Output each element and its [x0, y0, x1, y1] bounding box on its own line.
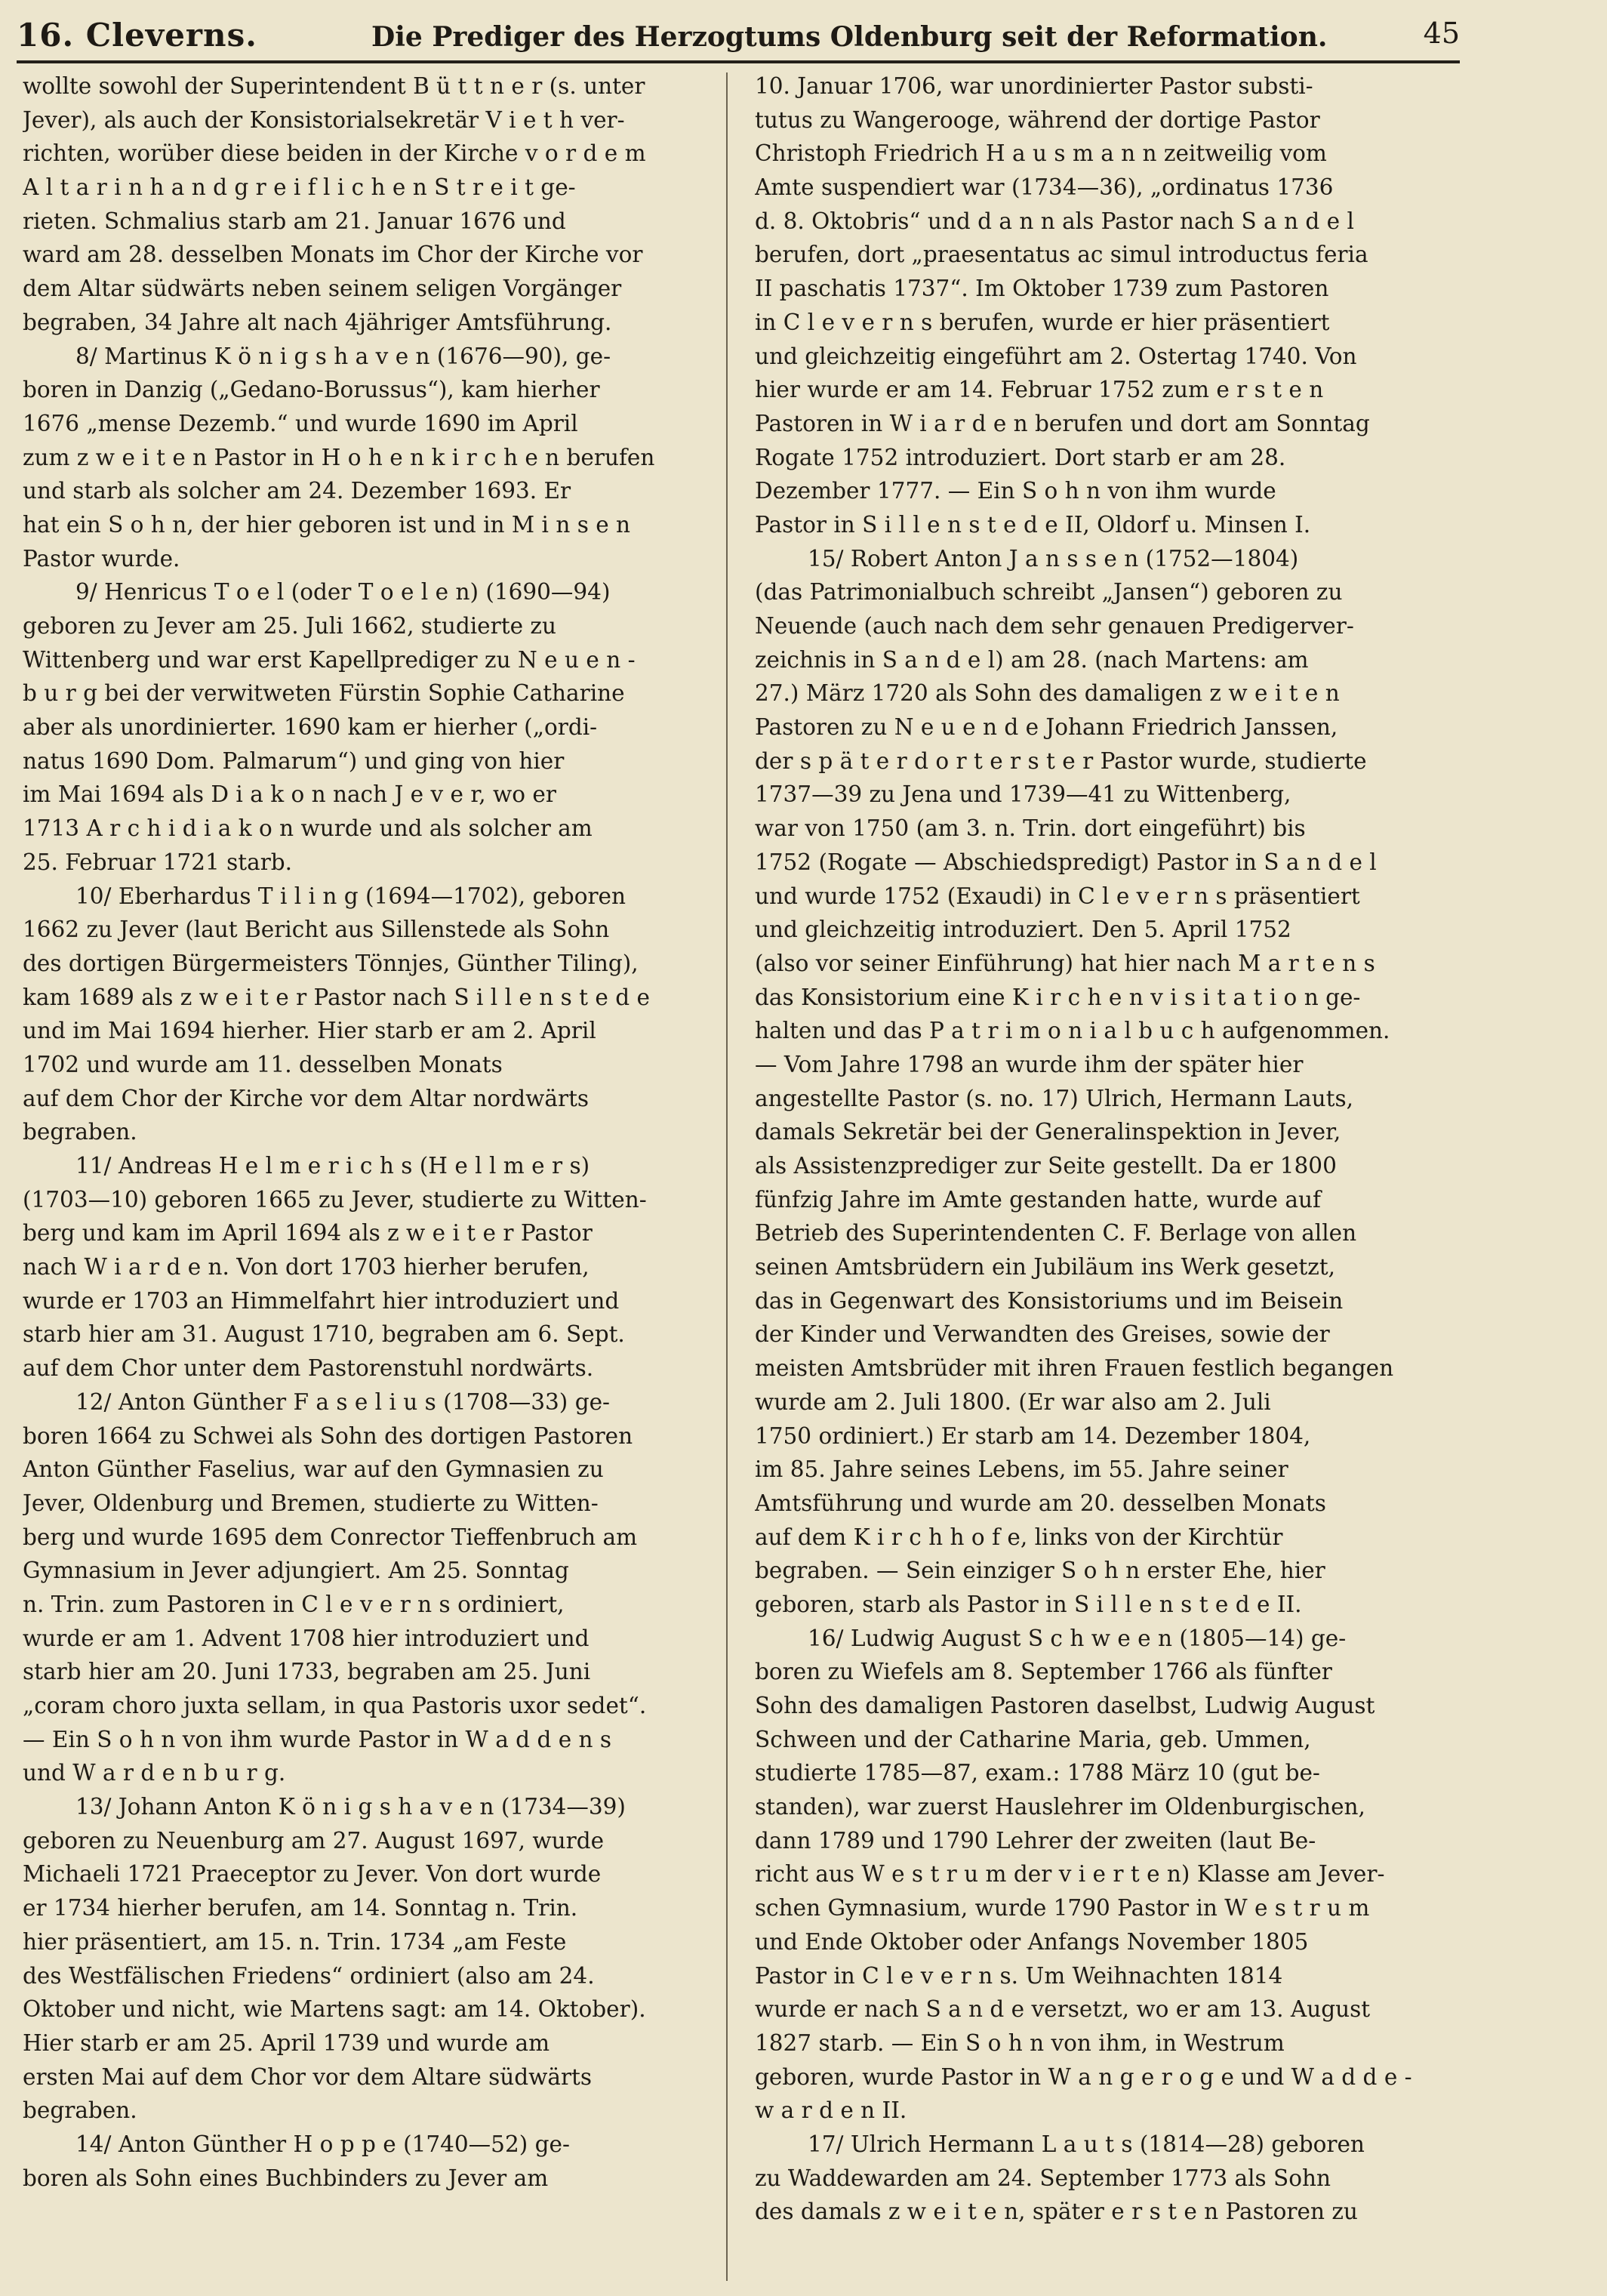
text-line: auf dem K i r c h h o f e, links von der Kirchtür	[755, 1524, 1283, 1550]
text-line: (1703—10) geboren 1665 zu Jever, studierte zu Witten-	[23, 1186, 647, 1213]
text-line: Christoph Friedrich H a u s m a n n zeitweilig vom	[755, 140, 1327, 167]
text-line: 11/ Andreas H e l m e r i c h s (H e l l m e r s)	[75, 1153, 590, 1179]
text-line: und W a r d e n b u r g.	[23, 1760, 286, 1786]
text-line: begraben.	[23, 2097, 137, 2124]
text-line: wurde er 1703 an Himmelfahrt hier introduziert und	[23, 1287, 620, 1314]
text-line: standen), war zuerst Hauslehrer im Oldenburgischen,	[755, 1794, 1365, 1820]
text-line: und gleichzeitig eingeführt am 2. Ostertag 1740. Von	[755, 343, 1357, 369]
text-line: A l t a r i n h a n d g r e i f l i c h e n S t r e i t ge-	[23, 174, 576, 201]
text-line: w a r d e n II.	[755, 2097, 907, 2124]
text-line: zum z w e i t e n Pastor in H o h e n k i r c h e n berufen	[23, 444, 655, 470]
text-line: Amtsführung und wurde am 20. desselben Monats	[755, 1490, 1326, 1516]
text-line: tutus zu Wangerooge, während der dortige Pastor	[755, 106, 1320, 133]
text-line: 15/ Robert Anton J a n s s e n (1752—1804)	[808, 545, 1299, 572]
text-line: der s p ä t e r d o r t e r s t e r Pastor wurde, studierte	[755, 747, 1367, 774]
text-line: kam 1689 als z w e i t e r Pastor nach S i l l e n s t e d e	[23, 984, 650, 1010]
text-line: Dezember 1777. — Ein S o h n von ihm wurde	[755, 478, 1276, 504]
text-line: (also vor seiner Einführung) hat hier nach M a r t e n s	[755, 950, 1375, 976]
text-line: Neuende (auch nach dem sehr genauen Predigerver-	[755, 613, 1354, 639]
text-line: des Westfälischen Friedens“ ordiniert (also am 24.	[23, 1962, 595, 1989]
text-line: hier präsentiert, am 15. n. Trin. 1734 „am Feste	[23, 1928, 567, 1955]
text-line: geboren zu Jever am 25. Juli 1662, studierte zu	[23, 613, 556, 639]
text-line: und gleichzeitig introduziert. Den 5. April 1752	[755, 917, 1291, 943]
text-line: Gymnasium in Jever adjungiert. Am 25. Sonntag	[23, 1558, 569, 1584]
text-line: Oktober und nicht, wie Martens sagt: am 14. Oktober).	[23, 1996, 646, 2023]
text-line: in C l e v e r n s berufen, wurde er hier präsentiert	[755, 309, 1330, 335]
text-line: halten und das P a t r i m o n i a l b u c h aufgenommen.	[755, 1018, 1390, 1044]
text-line: Pastor in S i l l e n s t e d e II, Oldorf u. Minsen I.	[755, 511, 1311, 538]
text-line: wurde er nach S a n d e versetzt, wo er am 13. August	[755, 1996, 1371, 2023]
text-line: und im Mai 1694 hierher. Hier starb er am 2. April	[23, 1018, 596, 1044]
text-line: aber als unordinierter. 1690 kam er hierher („ordi-	[23, 714, 598, 741]
header-rule	[17, 60, 1460, 63]
text-line: 1737—39 zu Jena und 1739—41 zu Wittenberg,	[755, 781, 1291, 808]
text-line: Rogate 1752 introduziert. Dort starb er am 28.	[755, 444, 1286, 470]
text-line: Pastoren in W i a r d e n berufen und dort am Sonntag	[755, 410, 1370, 436]
page-header	[17, 14, 1460, 62]
text-line: geboren, wurde Pastor in W a n g e r o g e und W a d d e -	[755, 2063, 1412, 2090]
text-line: begraben, 34 Jahre alt nach 4jähriger Amtsführung.	[23, 309, 612, 335]
text-line: berg und kam im April 1694 als z w e i t e r Pastor	[23, 1220, 593, 1247]
text-line: er 1734 hierher berufen, am 14. Sonntag n. Trin.	[23, 1895, 578, 1922]
text-line: 27.) März 1720 als Sohn des damaligen z w e i t e n	[755, 680, 1340, 707]
text-line: boren 1664 zu Schwei als Sohn des dortigen Pastoren	[23, 1422, 633, 1449]
text-line: Pastor wurde.	[23, 545, 180, 572]
text-line: (das Patrimonialbuch schreibt „Jansen“) geboren zu	[755, 579, 1343, 606]
text-line: 1676 „mense Dezemb.“ und wurde 1690 im April	[23, 410, 578, 436]
text-line: b u r g bei der verwitweten Fürstin Sophie Catharine	[23, 680, 625, 707]
section-heading: 16. Cleverns.	[17, 17, 257, 54]
text-line: ersten Mai auf dem Chor vor dem Altare südwärts	[23, 2063, 593, 2090]
text-line: 1662 zu Jever (laut Bericht aus Sillenstede als Sohn	[23, 917, 610, 943]
text-line: 17/ Ulrich Hermann L a u t s (1814—28) geboren	[808, 2131, 1365, 2157]
text-line: wollte sowohl der Superintendent B ü t t n e r (s. unter	[23, 73, 645, 99]
text-line: begraben. — Sein einziger S o h n erster Ehe, hier	[755, 1558, 1325, 1584]
text-line: zeichnis in S a n d e l) am 28. (nach Martens: am	[755, 646, 1309, 673]
text-line: starb hier am 31. August 1710, begraben am 6. Sept.	[23, 1321, 625, 1348]
text-line: 1713 A r c h i d i a k o n wurde und als solcher am	[23, 815, 593, 842]
text-line: ward am 28. desselben Monats im Chor der Kirche vor	[23, 242, 643, 268]
text-line: 1750 ordiniert.) Er starb am 14. Dezember 1804,	[755, 1422, 1311, 1449]
text-line: 1752 (Rogate — Abschiedspredigt) Pastor in S a n d e l	[755, 849, 1377, 875]
right-column	[755, 69, 1449, 2278]
text-line: geboren zu Neuenburg am 27. August 1697, wurde	[23, 1827, 605, 1854]
text-line: dann 1789 und 1790 Lehrer der zweiten (laut Be-	[755, 1827, 1316, 1854]
text-line: Pastoren zu N e u e n d e Johann Friedrich Janssen,	[755, 714, 1338, 741]
page-number: 45	[1423, 17, 1460, 50]
text-line: und wurde 1752 (Exaudi) in C l e v e r n s präsentiert	[755, 883, 1360, 909]
text-line: begraben.	[23, 1119, 137, 1145]
text-line: nach W i a r d e n. Von dort 1703 hierher berufen,	[23, 1254, 590, 1281]
text-line: berg und wurde 1695 dem Conrector Tieffenbruch am	[23, 1524, 638, 1550]
text-line: und starb als solcher am 24. Dezember 1693. Er	[23, 478, 571, 504]
text-line: 14/ Anton Günther H o p p e (1740—52) ge-	[75, 2131, 570, 2157]
text-line: auf dem Chor der Kirche vor dem Altar nordwärts	[23, 1085, 590, 1111]
text-line: Sohn des damaligen Pastoren daselbst, Ludwig August	[755, 1693, 1375, 1718]
text-line: boren als Sohn eines Buchbinders zu Jever am	[23, 2165, 549, 2191]
text-line: wurde am 2. Juli 1800. (Er war also am 2. Juli	[755, 1388, 1271, 1415]
text-line: Anton Günther Faselius, war auf den Gymnasien zu	[23, 1456, 604, 1483]
text-line: 10. Januar 1706, war unordinierter Pastor substi-	[755, 73, 1313, 99]
text-line: als Assistenzprediger zur Seite gestellt. Da er 1800	[755, 1153, 1337, 1179]
text-line: im Mai 1694 als D i a k o n nach J e v e r, wo er	[23, 781, 556, 808]
text-line: 13/ Johann Anton K ö n i g s h a v e n (1734—39)	[75, 1794, 626, 1820]
text-line: Betrieb des Superintendenten C. F. Berlage von allen	[755, 1220, 1357, 1247]
text-line: schen Gymnasium, wurde 1790 Pastor in W e s t r u m	[755, 1895, 1370, 1922]
text-line: das Konsistorium eine K i r c h e n v i s i t a t i o n ge-	[755, 984, 1361, 1010]
text-line: Pastor in C l e v e r n s. Um Weihnachten 1814	[755, 1962, 1283, 1989]
text-line: — Ein S o h n von ihm wurde Pastor in W a d d e n s	[23, 1726, 612, 1752]
text-line: hier wurde er am 14. Februar 1752 zum e r s t e n	[755, 377, 1324, 403]
text-line: 10/ Eberhardus T i l i n g (1694—1702), geboren	[75, 883, 626, 909]
text-line: II paschatis 1737“. Im Oktober 1739 zum Pastoren	[755, 276, 1329, 302]
text-line: Jever, Oldenburg und Bremen, studierte zu Witten-	[23, 1490, 599, 1516]
text-line: Hier starb er am 25. April 1739 und wurde am	[23, 2029, 550, 2056]
text-line: richten, worüber diese beiden in der Kirche v o r d e m	[23, 140, 646, 167]
text-line: studierte 1785—87, exam.: 1788 März 10 (gut be-	[755, 1760, 1320, 1786]
text-line: 25. Februar 1721 starb.	[23, 849, 293, 875]
text-line: angestellte Pastor (s. no. 17) Ulrich, Hermann Lauts,	[755, 1085, 1353, 1111]
text-line: 16/ Ludwig August S c h w e e n (1805—14) ge-	[808, 1625, 1347, 1651]
column-divider	[726, 72, 728, 2281]
text-line: seinen Amtsbrüdern ein Jubiläum ins Werk gesetzt,	[755, 1254, 1335, 1281]
text-line: zu Waddewarden am 24. September 1773 als Sohn	[755, 2165, 1331, 2191]
text-line: 1827 starb. — Ein S o h n von ihm, in Westrum	[755, 2029, 1285, 2056]
running-title: Die Prediger des Herzogtums Oldenburg seit der Reformation.	[371, 21, 1328, 53]
text-line: des damals z w e i t e n, später e r s t e n Pastoren zu	[755, 2199, 1358, 2225]
text-line: fünfzig Jahre im Amte gestanden hatte, wurde auf	[755, 1186, 1321, 1213]
text-line: starb hier am 20. Juni 1733, begraben am 25. Juni	[23, 1659, 591, 1685]
text-line: richt aus W e s t r u m der v i e r t e n) Klasse am Jever-	[755, 1861, 1385, 1888]
text-line: Michaeli 1721 Praeceptor zu Jever. Von dort wurde	[23, 1861, 602, 1888]
text-line: boren zu Wiefels am 8. September 1766 als fünfter	[755, 1659, 1332, 1685]
left-column	[23, 69, 717, 2278]
text-line: Amte suspendiert war (1734—36), „ordinatus 1736	[755, 174, 1334, 201]
text-line: wurde er am 1. Advent 1708 hier introduziert und	[23, 1625, 590, 1651]
text-line: der Kinder und Verwandten des Greises, sowie der	[755, 1321, 1330, 1348]
text-line: geboren, starb als Pastor in S i l l e n s t e d e II.	[755, 1591, 1302, 1617]
text-line: war von 1750 (am 3. n. Trin. dort eingeführt) bis	[755, 815, 1306, 842]
text-line: 12/ Anton Günther F a s e l i u s (1708—33) ge-	[75, 1388, 610, 1415]
text-line: 8/ Martinus K ö n i g s h a v e n (1676—90), ge-	[75, 343, 611, 369]
text-line: boren in Danzig („Gedano-Borussus“), kam hierher	[23, 377, 600, 403]
text-line: 9/ Henricus T o e l (oder T o e l e n) (1690—94)	[75, 579, 611, 606]
text-line: dem Altar südwärts neben seinem seligen Vorgänger	[23, 276, 622, 302]
text-line: das in Gegenwart des Konsistoriums und im Beisein	[755, 1287, 1344, 1314]
text-line: hat ein S o h n, der hier geboren ist und in M i n s e n	[23, 511, 631, 538]
text-line: im 85. Jahre seines Lebens, im 55. Jahre seiner	[755, 1456, 1288, 1483]
text-line: Jever), als auch der Konsistorialsekretär V i e t h ver-	[23, 106, 625, 133]
text-line: — Vom Jahre 1798 an wurde ihm der später hier	[755, 1051, 1304, 1077]
text-line: Wittenberg und war erst Kapellprediger zu N e u e n -	[23, 646, 636, 673]
text-line: „coram choro juxta sellam, in qua Pastoris uxor sedet“.	[23, 1693, 647, 1718]
text-line: meisten Amtsbrüder mit ihren Frauen festlich begangen	[755, 1355, 1394, 1382]
text-line: berufen, dort „praesentatus ac simul introductus feria	[755, 242, 1368, 268]
text-line: Schween und der Catharine Maria, geb. Ummen,	[755, 1726, 1311, 1752]
text-line: damals Sekretär bei der Generalinspektion in Jever,	[755, 1119, 1341, 1145]
text-line: auf dem Chor unter dem Pastorenstuhl nordwärts.	[23, 1355, 594, 1382]
text-line: und Ende Oktober oder Anfangs November 1805	[755, 1928, 1309, 1955]
text-line: d. 8. Oktobris“ und d a n n als Pastor nach S a n d e l	[755, 208, 1354, 234]
text-line: n. Trin. zum Pastoren in C l e v e r n s ordiniert,	[23, 1591, 565, 1617]
text-line: 1702 und wurde am 11. desselben Monats	[23, 1051, 503, 1077]
text-line: des dortigen Bürgermeisters Tönnjes, Günther Tiling),	[23, 950, 639, 976]
text-line: natus 1690 Dom. Palmarum“) und ging von hier	[23, 747, 565, 774]
text-line: rieten. Schmalius starb am 21. Januar 1676 und	[23, 208, 566, 234]
